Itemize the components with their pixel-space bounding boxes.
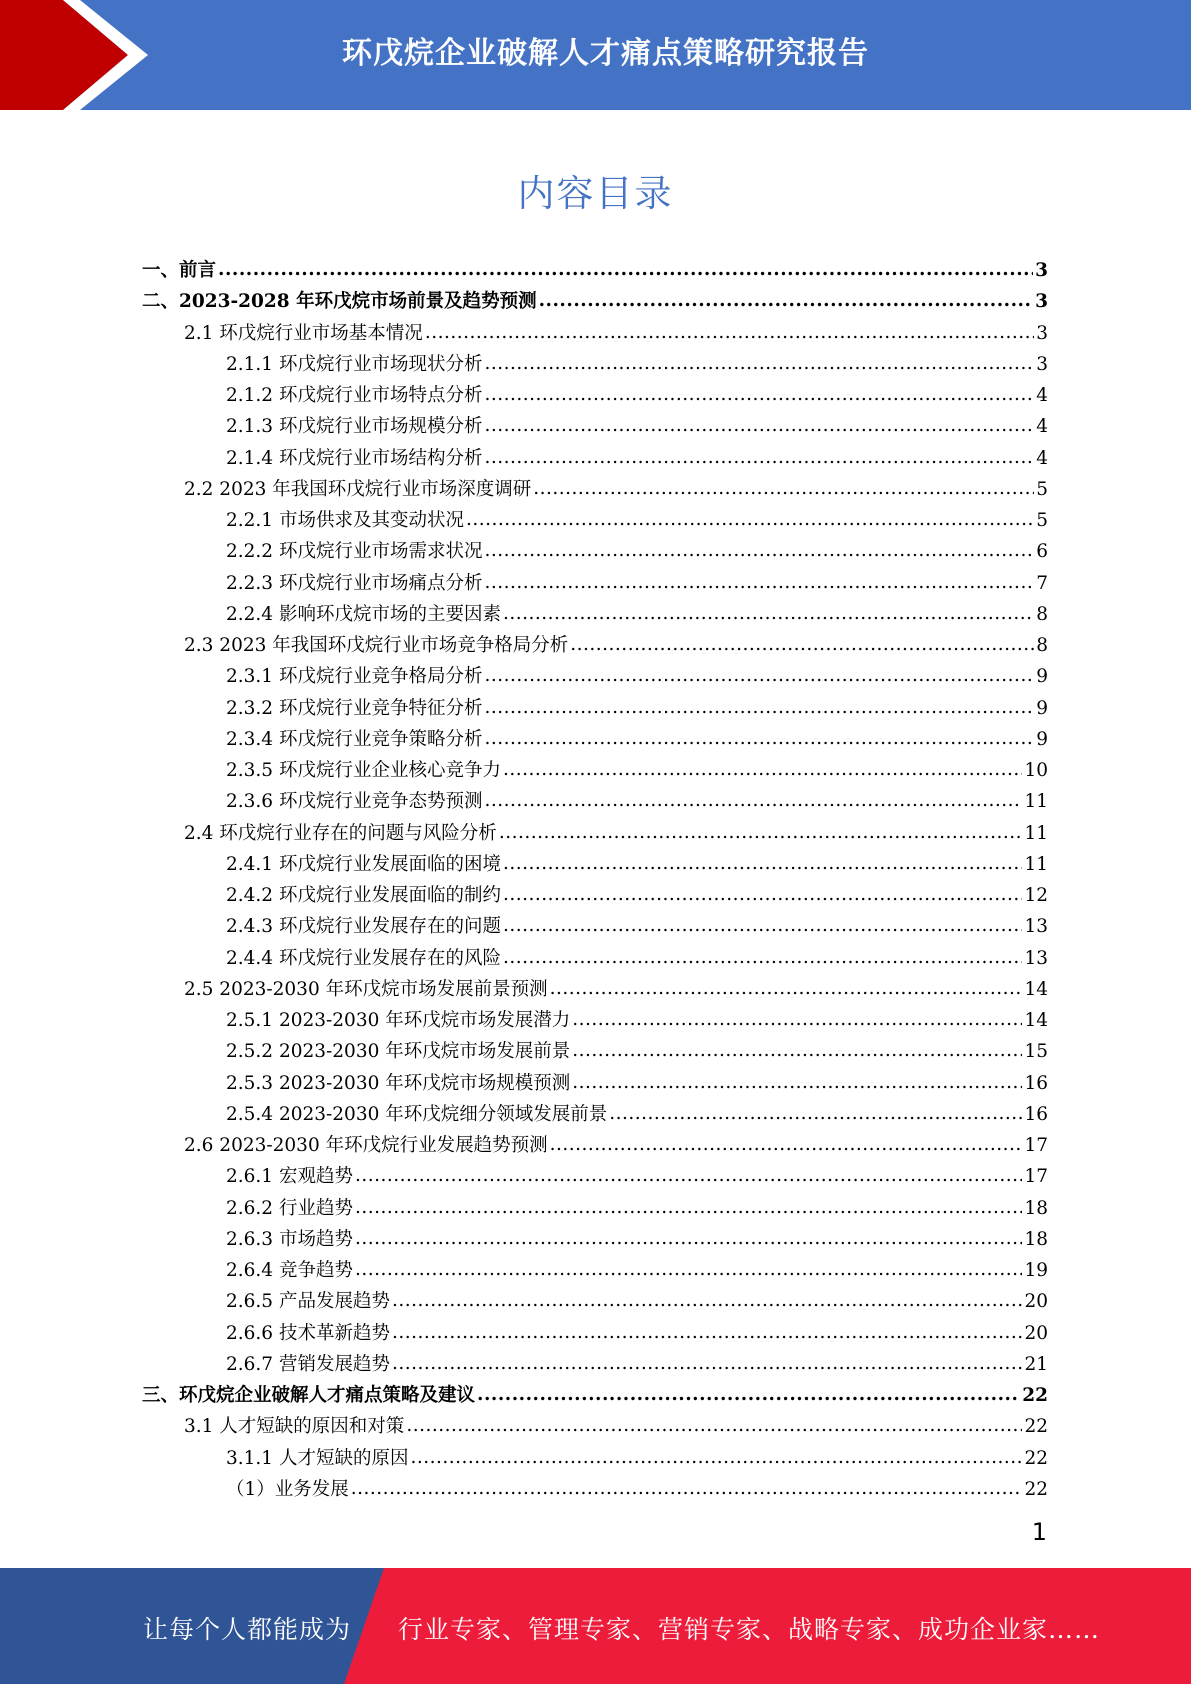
toc-entry-page: 9 bbox=[1036, 666, 1048, 688]
toc-dot-leader bbox=[503, 879, 1022, 910]
toc-entry-title: 2.6.6 技术革新趋势 bbox=[226, 1322, 390, 1344]
toc-entry-title: 二、2023-2028 年环戊烷市场前景及趋势预测 bbox=[142, 291, 537, 313]
toc-dot-leader bbox=[572, 1004, 1022, 1035]
toc-entry[interactable] bbox=[142, 1349, 1048, 1380]
toc-dot-leader bbox=[351, 1473, 1023, 1504]
toc-entry[interactable] bbox=[142, 474, 1048, 505]
toc-entry-title: 2.2.4 影响环戊烷市场的主要因素 bbox=[226, 603, 501, 625]
toc-entry[interactable] bbox=[142, 1474, 1048, 1505]
toc-entry-page: 15 bbox=[1024, 1041, 1048, 1063]
toc-entry-page: 8 bbox=[1036, 603, 1048, 625]
toc-entry-title: 2.6.3 市场趋势 bbox=[226, 1228, 353, 1250]
toc-entry-title: 2.3.1 环戊烷行业竞争格局分析 bbox=[226, 666, 483, 688]
toc-entry[interactable] bbox=[142, 380, 1048, 411]
toc-entry-title: 2.4 环戊烷行业存在的问题与风险分析 bbox=[184, 822, 497, 844]
toc-entry[interactable] bbox=[142, 568, 1048, 599]
toc-dot-leader bbox=[406, 1410, 1022, 1441]
toc-entry-page: 16 bbox=[1024, 1072, 1048, 1094]
toc-dot-leader bbox=[533, 473, 1034, 504]
toc-dot-leader bbox=[484, 660, 1034, 691]
toc-dot-leader bbox=[550, 1129, 1023, 1160]
toc-entry[interactable] bbox=[142, 599, 1048, 630]
toc-entry-page: 3 bbox=[1035, 260, 1048, 281]
footer-banner bbox=[0, 1568, 1191, 1684]
toc-dot-leader bbox=[570, 629, 1034, 660]
toc-entry[interactable] bbox=[142, 411, 1048, 442]
toc-entry[interactable] bbox=[142, 1005, 1048, 1036]
toc-entry[interactable] bbox=[142, 1099, 1048, 1130]
toc-entry-page: 20 bbox=[1024, 1291, 1048, 1313]
toc-dot-leader bbox=[392, 1285, 1022, 1316]
toc-entry-title: 2.6.1 宏观趋势 bbox=[226, 1166, 353, 1188]
toc-dot-leader bbox=[503, 598, 1034, 629]
toc-entry-title: 2.1.3 环戊烷行业市场规模分析 bbox=[226, 416, 483, 438]
toc-entry-title: 2.5.4 2023-2030 年环戊烷细分领域发展前景 bbox=[226, 1103, 608, 1125]
toc-entry-page: 10 bbox=[1024, 760, 1048, 781]
report-header bbox=[0, 0, 1191, 110]
report-title: 环戊烷企业破解人才痛点策略研究报告 bbox=[342, 36, 869, 71]
toc-entry-title: 2.5 2023-2030 年环戊烷市场发展前景预测 bbox=[184, 978, 548, 1000]
toc-entry-title: 2.6.5 产品发展趋势 bbox=[226, 1291, 390, 1313]
toc-entry-title: 2.3.5 环戊烷行业企业核心竞争力 bbox=[226, 760, 501, 781]
toc-entry[interactable] bbox=[142, 505, 1048, 536]
toc-dot-leader bbox=[503, 942, 1022, 973]
toc-entry[interactable] bbox=[142, 1443, 1048, 1474]
toc-entry-title: 2.5.1 2023-2030 年环戊烷市场发展潜力 bbox=[226, 1010, 571, 1031]
toc-entry-page: 22 bbox=[1024, 1416, 1048, 1438]
toc-entry-title: 3.1 人才短缺的原因和对策 bbox=[184, 1416, 405, 1438]
toc-entry[interactable] bbox=[142, 849, 1048, 880]
toc-entry-title: 一、前言 bbox=[142, 260, 217, 281]
toc-entry[interactable] bbox=[142, 661, 1048, 692]
toc-dot-leader bbox=[503, 754, 1022, 785]
toc-entry[interactable] bbox=[142, 755, 1048, 786]
toc-entry-title: 2.2.3 环戊烷行业市场痛点分析 bbox=[226, 572, 483, 594]
toc-entry-page: 13 bbox=[1024, 916, 1048, 938]
toc-entry[interactable] bbox=[142, 786, 1048, 817]
toc-dot-leader bbox=[477, 1379, 1020, 1410]
toc-dot-leader bbox=[392, 1348, 1022, 1379]
toc-entry-page: 6 bbox=[1036, 541, 1048, 563]
toc-entry-title: 2.4.1 环戊烷行业发展面临的困境 bbox=[226, 853, 501, 875]
toc-dot-leader bbox=[425, 317, 1034, 348]
toc-entry-title: 2.2.2 环戊烷行业市场需求状况 bbox=[226, 541, 483, 563]
toc-dot-leader bbox=[503, 848, 1022, 879]
toc-dot-leader bbox=[484, 379, 1034, 410]
toc-entry-title: 2.5.2 2023-2030 年环戊烷市场发展前景 bbox=[226, 1041, 571, 1063]
toc-entry-title: 2.3.4 环戊烷行业竞争策略分析 bbox=[226, 728, 483, 750]
toc-dot-leader bbox=[484, 723, 1034, 754]
toc-dot-leader bbox=[484, 785, 1022, 816]
toc-entry-page: 11 bbox=[1024, 853, 1048, 875]
toc-dot-leader bbox=[572, 1067, 1022, 1098]
toc-dot-leader bbox=[503, 910, 1022, 941]
toc-dot-leader bbox=[410, 1442, 1022, 1473]
toc-entry-title: 2.6.7 营销发展趋势 bbox=[226, 1353, 390, 1375]
toc-entry-title: 2.1.4 环戊烷行业市场结构分析 bbox=[226, 447, 483, 469]
toc-entry-page: 11 bbox=[1024, 791, 1048, 813]
toc-entry[interactable] bbox=[142, 911, 1048, 942]
toc-entry-title: 2.3.2 环戊烷行业竞争特征分析 bbox=[226, 697, 483, 719]
toc-entry[interactable] bbox=[142, 1036, 1048, 1067]
toc-entry-title: 2.1.2 环戊烷行业市场特点分析 bbox=[226, 385, 483, 406]
page-number: 1 bbox=[1031, 1518, 1047, 1546]
toc-entry[interactable] bbox=[142, 630, 1048, 661]
toc-dot-leader bbox=[218, 254, 1033, 285]
toc-entry-page: 13 bbox=[1024, 947, 1048, 969]
toc-dot-leader bbox=[609, 1098, 1022, 1129]
toc-entry[interactable] bbox=[142, 1130, 1048, 1161]
toc-entry[interactable] bbox=[142, 943, 1048, 974]
toc-entry-page: 12 bbox=[1024, 885, 1048, 906]
toc-dot-leader bbox=[484, 692, 1034, 723]
toc-entry[interactable] bbox=[142, 974, 1048, 1005]
toc-entry[interactable] bbox=[142, 1068, 1048, 1099]
toc-entry-page: 22 bbox=[1022, 1385, 1048, 1406]
toc-entry-page: 18 bbox=[1024, 1197, 1048, 1219]
toc-dot-leader bbox=[484, 442, 1034, 473]
toc-entry-page: 3 bbox=[1036, 322, 1048, 344]
toc-entry[interactable] bbox=[142, 693, 1048, 724]
toc-entry[interactable] bbox=[142, 443, 1048, 474]
toc-entry-page: 17 bbox=[1024, 1135, 1048, 1156]
toc-entry-page: 14 bbox=[1024, 978, 1048, 1000]
toc-dot-leader bbox=[499, 817, 1023, 848]
toc-entry-title: 2.2 2023 年我国环戊烷行业市场深度调研 bbox=[184, 478, 532, 500]
toc-heading: 内容目录 bbox=[517, 172, 674, 215]
toc-entry-page: 14 bbox=[1024, 1010, 1048, 1031]
toc-dot-leader bbox=[355, 1223, 1023, 1254]
toc-entry-page: 7 bbox=[1036, 572, 1048, 594]
toc-entry[interactable] bbox=[142, 255, 1048, 286]
toc-entry[interactable] bbox=[142, 1411, 1048, 1442]
toc-entry-title: 2.6.4 竞争趋势 bbox=[226, 1260, 353, 1281]
toc-entry-page: 20 bbox=[1024, 1322, 1048, 1344]
toc-dot-leader bbox=[484, 535, 1034, 566]
toc-entry-page: 17 bbox=[1024, 1166, 1048, 1188]
toc-entry-page: 4 bbox=[1036, 385, 1048, 406]
footer-slogan-right: 行业专家、管理专家、营销专家、战略专家、成功企业家…… bbox=[398, 1615, 1101, 1644]
toc-entry-title: 3.1.1 人才短缺的原因 bbox=[226, 1447, 409, 1469]
table-of-contents bbox=[142, 255, 1048, 1505]
toc-entry-title: 2.6 2023-2030 年环戊烷行业发展趋势预测 bbox=[184, 1135, 548, 1156]
toc-entry-page: 5 bbox=[1036, 510, 1048, 531]
toc-entry-title: 2.4.3 环戊烷行业发展存在的问题 bbox=[226, 916, 501, 938]
toc-entry-page: 3 bbox=[1035, 291, 1048, 313]
toc-entry[interactable] bbox=[142, 880, 1048, 911]
toc-dot-leader bbox=[484, 410, 1034, 441]
toc-entry[interactable] bbox=[142, 536, 1048, 567]
toc-entry[interactable] bbox=[142, 318, 1048, 349]
toc-entry[interactable] bbox=[142, 286, 1048, 317]
toc-dot-leader bbox=[484, 567, 1034, 598]
toc-entry-page: 16 bbox=[1024, 1103, 1048, 1125]
toc-entry-title: 2.6.2 行业趋势 bbox=[226, 1197, 353, 1219]
toc-entry-page: 4 bbox=[1036, 416, 1048, 438]
toc-entry-page: 18 bbox=[1024, 1228, 1048, 1250]
toc-entry-title: 2.3.6 环戊烷行业竞争态势预测 bbox=[226, 791, 483, 813]
toc-entry[interactable] bbox=[142, 724, 1048, 755]
toc-dot-leader bbox=[539, 285, 1034, 316]
toc-entry[interactable] bbox=[142, 1193, 1048, 1224]
toc-entry[interactable] bbox=[142, 1161, 1048, 1192]
footer-slogan-left: 让每个人都能成为 bbox=[143, 1615, 352, 1644]
toc-entry[interactable] bbox=[142, 1224, 1048, 1255]
toc-entry[interactable] bbox=[142, 818, 1048, 849]
toc-entry[interactable] bbox=[142, 1380, 1048, 1411]
toc-entry-page: 22 bbox=[1024, 1478, 1048, 1500]
toc-entry[interactable] bbox=[142, 1318, 1048, 1349]
toc-dot-leader bbox=[466, 504, 1034, 535]
toc-entry-title: 三、环戊烷企业破解人才痛点策略及建议 bbox=[142, 1385, 476, 1406]
toc-entry-page: 9 bbox=[1036, 697, 1048, 719]
toc-entry[interactable] bbox=[142, 349, 1048, 380]
toc-dot-leader bbox=[355, 1254, 1023, 1285]
toc-entry-title: 2.4.4 环戊烷行业发展存在的风险 bbox=[226, 947, 501, 969]
toc-entry-title: 2.1.1 环戊烷行业市场现状分析 bbox=[226, 353, 483, 375]
toc-entry-page: 21 bbox=[1024, 1353, 1048, 1375]
toc-dot-leader bbox=[355, 1160, 1023, 1191]
toc-entry-title: 2.4.2 环戊烷行业发展面临的制约 bbox=[226, 885, 501, 906]
toc-entry[interactable] bbox=[142, 1286, 1048, 1317]
toc-entry-page: 8 bbox=[1036, 635, 1048, 656]
toc-entry[interactable] bbox=[142, 1255, 1048, 1286]
toc-dot-leader bbox=[484, 348, 1034, 379]
toc-entry-page: 4 bbox=[1036, 447, 1048, 469]
toc-entry-title: 2.3 2023 年我国环戊烷行业市场竞争格局分析 bbox=[184, 635, 569, 656]
toc-entry-page: 3 bbox=[1036, 353, 1048, 375]
toc-entry-page: 11 bbox=[1024, 822, 1048, 844]
toc-dot-leader bbox=[550, 973, 1023, 1004]
toc-entry-page: 9 bbox=[1036, 728, 1048, 750]
toc-entry-page: 22 bbox=[1024, 1447, 1048, 1469]
toc-entry-page: 5 bbox=[1036, 478, 1048, 500]
toc-dot-leader bbox=[355, 1192, 1023, 1223]
toc-entry-title: 2.1 环戊烷行业市场基本情况 bbox=[184, 322, 423, 344]
toc-entry-title: （1）业务发展 bbox=[226, 1478, 349, 1500]
toc-dot-leader bbox=[392, 1317, 1022, 1348]
toc-entry-title: 2.5.3 2023-2030 年环戊烷市场规模预测 bbox=[226, 1072, 571, 1094]
toc-dot-leader bbox=[572, 1035, 1022, 1066]
toc-entry-title: 2.2.1 市场供求及其变动状况 bbox=[226, 510, 464, 531]
toc-entry-page: 19 bbox=[1024, 1260, 1048, 1281]
